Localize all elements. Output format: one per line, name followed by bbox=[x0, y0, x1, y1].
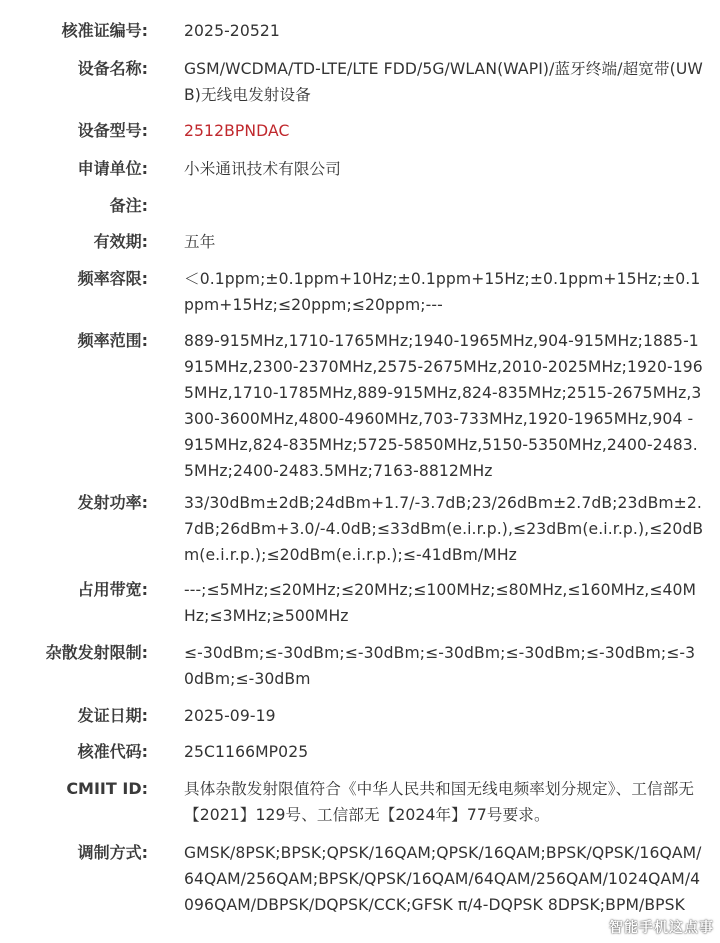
watermark-text: 智能手机这点事 bbox=[609, 920, 714, 936]
validity-label: 有效期: bbox=[93, 232, 148, 251]
row-cmiit-id bbox=[0, 776, 720, 828]
applicant-label: 申请单位: bbox=[77, 159, 148, 178]
row-freq-tolerance bbox=[0, 266, 720, 318]
spurious-label: 杂散发射限制: bbox=[45, 643, 148, 662]
row-issue-date bbox=[0, 703, 720, 729]
row-applicant bbox=[0, 156, 720, 182]
device-name-label: 设备名称: bbox=[77, 59, 148, 78]
cmiit-id-value: 具体杂散发射限值符合《中华人民共和国无线电频率划分规定》、工信部无【2021】129号、工信部无【2024年】77号要求。 bbox=[184, 780, 695, 824]
tx-power-value: 33/30dBm±2dB;24dBm+1.7/-3.7dB;23/26dBm±2.7dB;23dBm±2.7dB;26dBm+3.0/-4.0dB;≤33dBm(e.i.r.p.),≤23dBm(e.i.r.p.),≤20dBm(e.i.r.p.);≤20dBm(e.i.r.p.);≤-41dBm/MHz bbox=[184, 494, 704, 564]
row-approval-no bbox=[0, 18, 720, 44]
bandwidth-label: 占用带宽: bbox=[77, 580, 148, 599]
device-name-value: GSM/WCDMA/TD-LTE/LTE FDD/5G/WLAN(WAPI)/蓝牙终端/超宽带(UWB)无线电发射设备 bbox=[184, 60, 703, 104]
approval-code-label: 核准代码: bbox=[77, 742, 148, 761]
spurious-value: ≤-30dBm;≤-30dBm;≤-30dBm;≤-30dBm;≤-30dBm;≤-30dBm;≤-30dBm;≤-30dBm bbox=[184, 644, 696, 688]
row-freq-range bbox=[0, 328, 720, 484]
approval-no-value: 2025-20521 bbox=[184, 22, 280, 40]
bandwidth-value: ---;≤5MHz;≤20MHz;≤20MHz;≤100MHz;≤80MHz,≤160MHz,≤40MHz;≤3MHz;≥500MHz bbox=[184, 581, 697, 625]
freq-tolerance-value: ＜0.1ppm;±0.1ppm+10Hz;±0.1ppm+15Hz;±0.1ppm+15Hz;±0.1ppm+15Hz;≤20ppm;≤20ppm;--- bbox=[184, 270, 701, 314]
row-spurious bbox=[0, 640, 720, 692]
row-approval-code bbox=[0, 739, 720, 765]
freq-range-value: 889-915MHz,1710-1765MHz;1940-1965MHz,904-915MHz;1885-1915MHz,2300-2370MHz,2575-2675MHz,2010-2025MHz;1920-1965MHz,1710-1785MHz,889-915MHz,824-835MHz;2515-2675MHz,3300-3600MHz,4800-4960MHz,703-733MHz,1920-1965MHz,904 - 915MHz,824-835MHz;5725-5850MHz,5150-5350MHz,2400-2483.5MHz;2400-2483.5MHz;7163-8812MHz bbox=[184, 332, 703, 480]
modulation-value: GMSK/8PSK;BPSK;QPSK/16QAM;QPSK/16QAM;BPSK/QPSK/16QAM/64QAM/256QAM;BPSK/QPSK/16QAM/64QAM/256QAM/1024QAM/4096QAM/DBPSK/DQPSK/CCK;GFSK π/4-DQPSK 8DPSK;BPM/BPSK bbox=[184, 844, 702, 914]
row-modulation bbox=[0, 840, 720, 918]
model-label: 设备型号: bbox=[77, 121, 148, 140]
freq-range-label: 频率范围: bbox=[77, 331, 148, 350]
issue-date-value: 2025-09-19 bbox=[184, 707, 276, 725]
approval-code-value: 25C1166MP025 bbox=[184, 743, 309, 761]
row-validity bbox=[0, 229, 720, 255]
cmiit-id-label: CMIIT ID: bbox=[66, 779, 148, 798]
row-remark bbox=[0, 193, 720, 219]
row-tx-power bbox=[0, 490, 720, 568]
tx-power-label: 发射功率: bbox=[77, 493, 148, 512]
approval-no-label: 核准证编号: bbox=[61, 21, 148, 40]
validity-value: 五年 bbox=[184, 233, 216, 251]
remark-label: 备注: bbox=[109, 196, 148, 215]
row-device-name bbox=[0, 56, 720, 108]
modulation-label: 调制方式: bbox=[77, 843, 148, 862]
row-model bbox=[0, 118, 720, 144]
row-bandwidth bbox=[0, 577, 720, 629]
freq-tolerance-label: 频率容限: bbox=[77, 269, 148, 288]
applicant-value: 小米通讯技术有限公司 bbox=[184, 160, 341, 178]
model-value: 2512BPNDAC bbox=[184, 122, 290, 140]
issue-date-label: 发证日期: bbox=[77, 706, 148, 725]
